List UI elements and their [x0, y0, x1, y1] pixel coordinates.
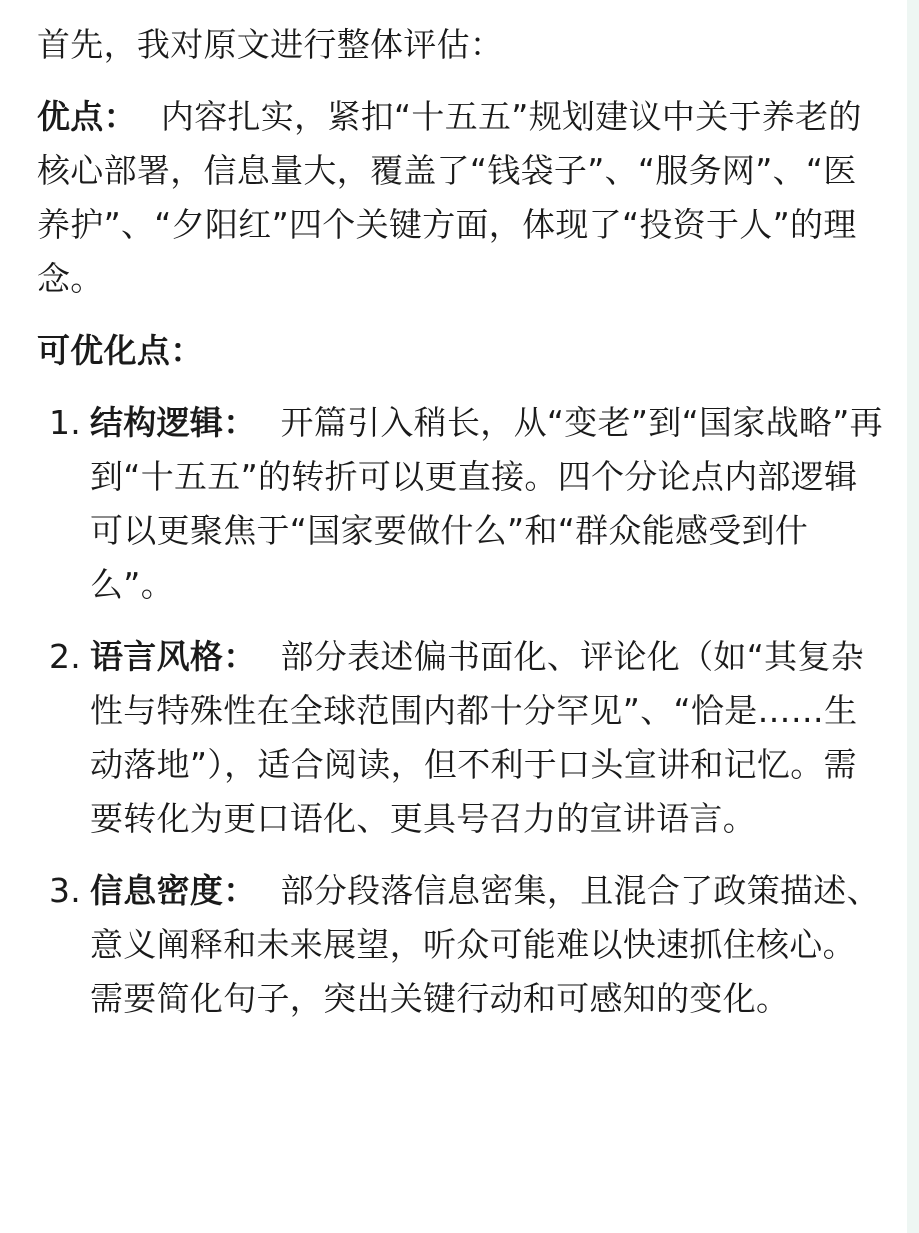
list-item-number: 1.	[49, 403, 82, 442]
list-item-label: 语言风格：	[90, 637, 257, 676]
list-item	[37, 864, 887, 1026]
list-item-number: 3.	[49, 871, 82, 910]
list-item-label: 信息密度：	[90, 871, 257, 910]
list-item-label: 结构逻辑：	[90, 403, 257, 442]
pros-label: 优点：	[37, 97, 137, 136]
list-item-text: 开篇引入稍长，从“变老”到“国家战略”再到“十五五”的转折可以更直接。四个分论点内部逻辑可以更聚焦于“国家要做什么”和“群众能感受到什么”。	[90, 403, 883, 604]
intro-text: 首先，我对原文进行整体评估：	[37, 25, 504, 64]
list-item	[37, 630, 887, 846]
list-item-text: 部分段落信息密集，且混合了政策描述、意义阐释和未来展望，听众可能难以快速抓住核心。需要简化句子，突出关键行动和可感知的变化。	[90, 871, 880, 1018]
list-item-number: 2.	[49, 637, 82, 676]
improve-list	[37, 396, 887, 1026]
list-item-text: 部分表述偏书面化、评论化（如“其复杂性与特殊性在全球范围内都十分罕见”、“恰是……生动落地”），适合阅读，但不利于口头宣讲和记忆。需要转化为更口语化、更具号召力的宣讲语言。	[90, 637, 864, 838]
pros-paragraph	[37, 90, 887, 306]
side-scroll-strip	[907, 0, 919, 1233]
message-content	[37, 0, 887, 1044]
list-item	[37, 396, 887, 612]
pros-text: 内容扎实，紧扣“十五五”规划建议中关于养老的核心部署，信息量大，覆盖了“钱袋子”、“服务网”、“医养护”、“夕阳红”四个关键方面，体现了“投资于人”的理念。	[37, 97, 862, 298]
improve-heading: 可优化点：	[37, 331, 204, 370]
